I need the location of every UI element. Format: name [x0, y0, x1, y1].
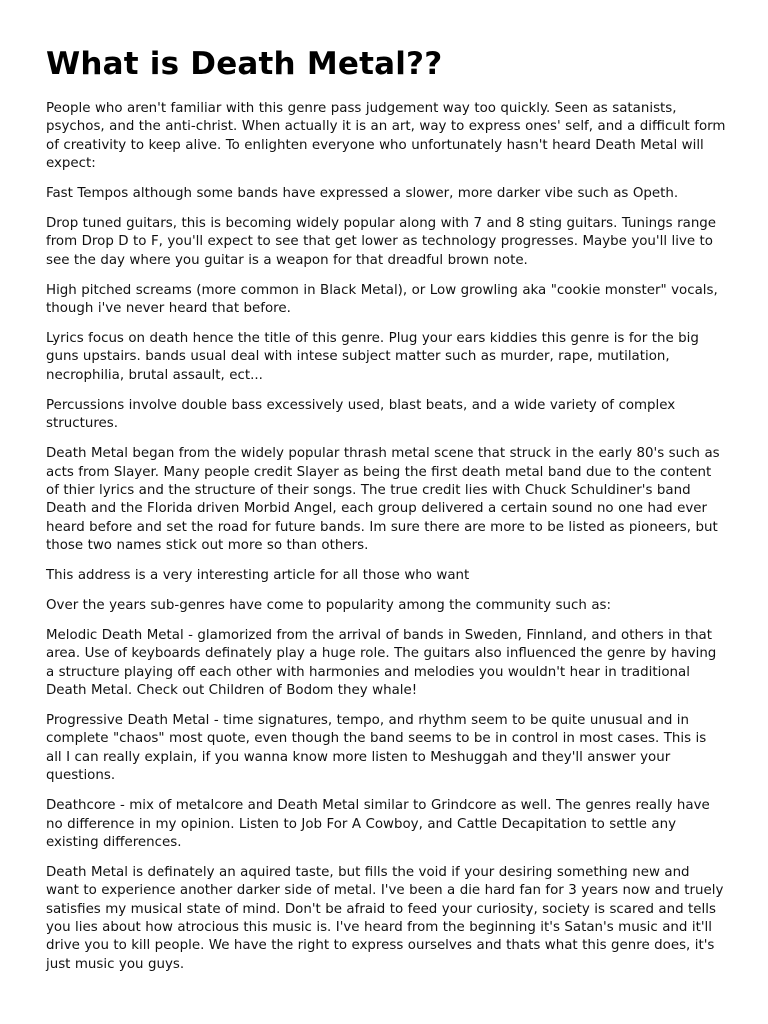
paragraph-conclusion: Death Metal is definately an aquired taste, but fills the void if your desiring something new and want to experience another darker side of metal. I've been a die hard fan for 3 years now and truely satisfies my musical state of mind. Don't be afraid to feed your curiosity, society is scared and tells you lies about how atrocious this music is. I've heard from the beginning it's Satan's music and it'll drive you to kill people. We have the right to express ourselves and thats what this genre does, it's just music you guys. — [46, 864, 724, 972]
paragraph-melodic-death-metal: Melodic Death Metal - glamorized from the arrival of bands in Sweden, Finnland, and others in that area. Use of keyboards definately play a huge role. The guitars also influenced the genre by having a structure playing off each other with harmonies and melodies you wouldn't hear in traditional Death Metal. Check out Children of Bodom they whale! — [46, 627, 717, 699]
paragraph-percussions: Percussions involve double bass excessively used, blast beats, and a wide variety of complex structures. — [46, 397, 676, 432]
paragraph-address: This address is a very interesting article for all those who want — [46, 568, 470, 584]
paragraph-vocals: High pitched screams (more common in Black Metal), or Low growling aka "cookie monster" vocals, though i've never heard that before. — [46, 282, 718, 317]
paragraph-sub-genres-intro: Over the years sub-genres have come to popularity among the community such as: — [46, 597, 612, 613]
paragraph-lyrics: Lyrics focus on death hence the title of this genre. Plug your ears kiddies this genre is for the big guns upstairs. bands usual deal with intese subject matter such as murder, rape, mutilation, necrophilia, brutal assault, ect... — [46, 331, 699, 383]
paragraph-deathcore: Deathcore - mix of metalcore and Death Metal similar to Grindcore as well. The genres really have no difference in my opinion. Listen to Job For A Cowboy, and Cattle Decapitation to settle any existing differences. — [46, 798, 710, 850]
paragraph-progressive-death-metal: Progressive Death Metal - time signatures, tempo, and rhythm seem to be quite unusual and in complete "chaos" most quote, even though the band seems to be in control in most cases. This is all I can really explain, if you wanna know more listen to Meshuggah and they'll answer your questions. — [46, 712, 707, 784]
document-page — [46, 44, 726, 986]
paragraph-fast-tempos: Fast Tempos although some bands have expressed a slower, more darker vibe such as Opeth. — [46, 186, 679, 202]
paragraph-intro: People who aren't familiar with this genre pass judgement way too quickly. Seen as satanists, psychos, and the anti-christ. When actually it is an art, way to express ones' self, and a difficult form of creativity to keep alive. To enlighten everyone who unfortunately hasn't heard Death Metal will expect: — [46, 101, 726, 172]
paragraph-history: Death Metal began from the widely popular thrash metal scene that struck in the early 80's such as acts from Slayer. Many people credit Slayer as being the first death metal band due to the content of thier lyrics and the structure of their songs. The true credit lies with Chuck Schuldiner's band Death and the Florida driven Morbid Angel, each group delivered a certain sound no one had ever heard before and set the road for future bands. Im sure there are more to be listed as pioneers, but those two names stick out more so than others. — [46, 446, 720, 554]
paragraph-drop-tuned-guitars: Drop tuned guitars, this is becoming widely popular along with 7 and 8 sting guitars. Tunings range from Drop D to F, you'll expect to see that get lower as technology progresses. Maybe you'll live to see the day where you guitar is a weapon for that dreadful brown note. — [46, 216, 717, 268]
page-title: What is Death Metal?? — [46, 46, 443, 82]
